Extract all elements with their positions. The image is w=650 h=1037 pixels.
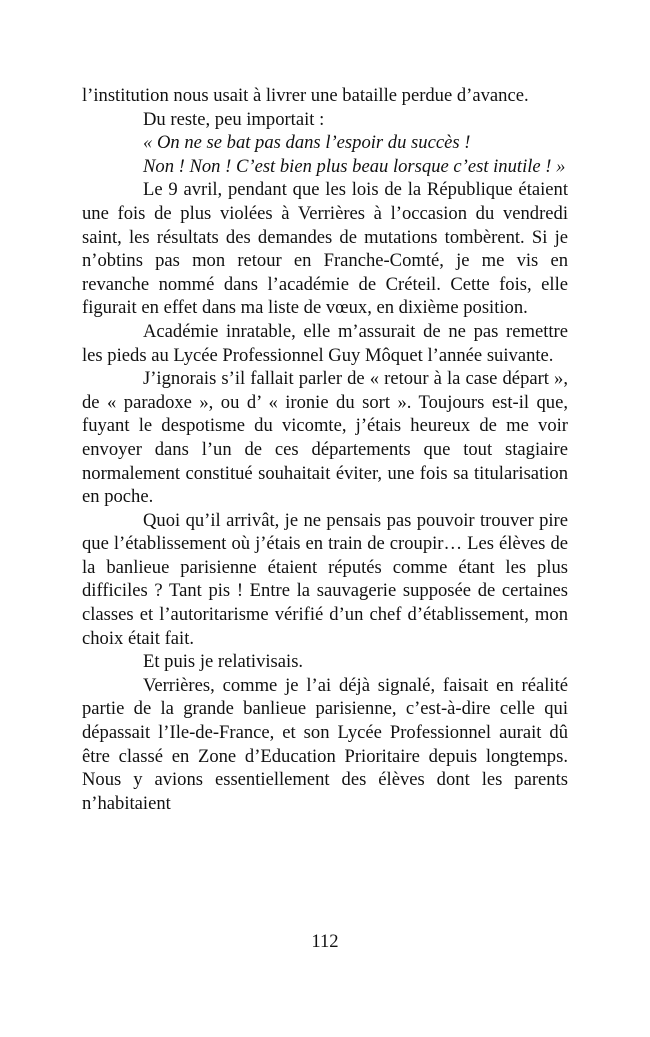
page-body [82, 84, 568, 815]
paragraph-april: Le 9 avril, pendant que les lois de la République étaient une fois de plus violées à Verrières à l’occasion du vendredi saint, les résultats des demandes de mutations tombèrent. Si je n’obtins pas mon retour en Franche-Comté, je me vis en revanche nommé dans l’académie de Créteil. Cette fois, elle figurait en effet dans ma liste de vœux, en dixième position. [82, 179, 568, 319]
paragraph-1: l’institution nous usait à livrer une bataille perdue d’avance. [82, 85, 529, 106]
paragraph-verrieres: Verrières, comme je l’ai déjà signalé, faisait en réalité partie de la grande banlieue parisienne, c’est-à-dire celle qui dépassait l’Ile-de-France, et son Lycée Professionnel aurait dû être classé en Zone d’Education Prioritaire depuis longtemps. Nous y avions essentiellement des élèves dont les parents n’habitaient [82, 674, 568, 814]
paragraph-quoi: Quoi qu’il arrivât, je ne pensais pas pouvoir trouver pire que l’établissement où j’étais en train de croupir… Les élèves de la banlieue parisienne étaient réputés comme étant les plus difficiles ? Tant pis ! Entre la sauvagerie supposée de certaines classes et l’autoritarisme vérifié d’un chef d’établissement, mon choix était fait. [82, 509, 568, 649]
paragraph-relativisais: Et puis je relativisais. [143, 651, 304, 673]
page-number: 112 [311, 931, 339, 952]
paragraph-ignorais: J’ignorais s’il fallait parler de « retour à la case départ », de « paradoxe », ou d’ « ironie du sort ». Toujours est-il que, fuyant le despotisme du vicomte, j’étais heureux de me voir envoyer dans l’un de ces départements que tout stagiaire normalement constitué souhaitait éviter, une fois sa titularisation en poche. [82, 368, 568, 508]
quote-line-2: Non ! Non ! C’est bien plus beau lorsque c’est inutile ! » [143, 155, 566, 177]
quote-line-1: « On ne se bat pas dans l’espoir du succès ! [143, 132, 471, 154]
paragraph-2: Du reste, peu importait : [143, 108, 325, 130]
paragraph-academie: Académie inratable, elle m’assurait de ne pas remettre les pieds au Lycée Professionnel Guy Môquet l’année suivante. [82, 320, 568, 366]
